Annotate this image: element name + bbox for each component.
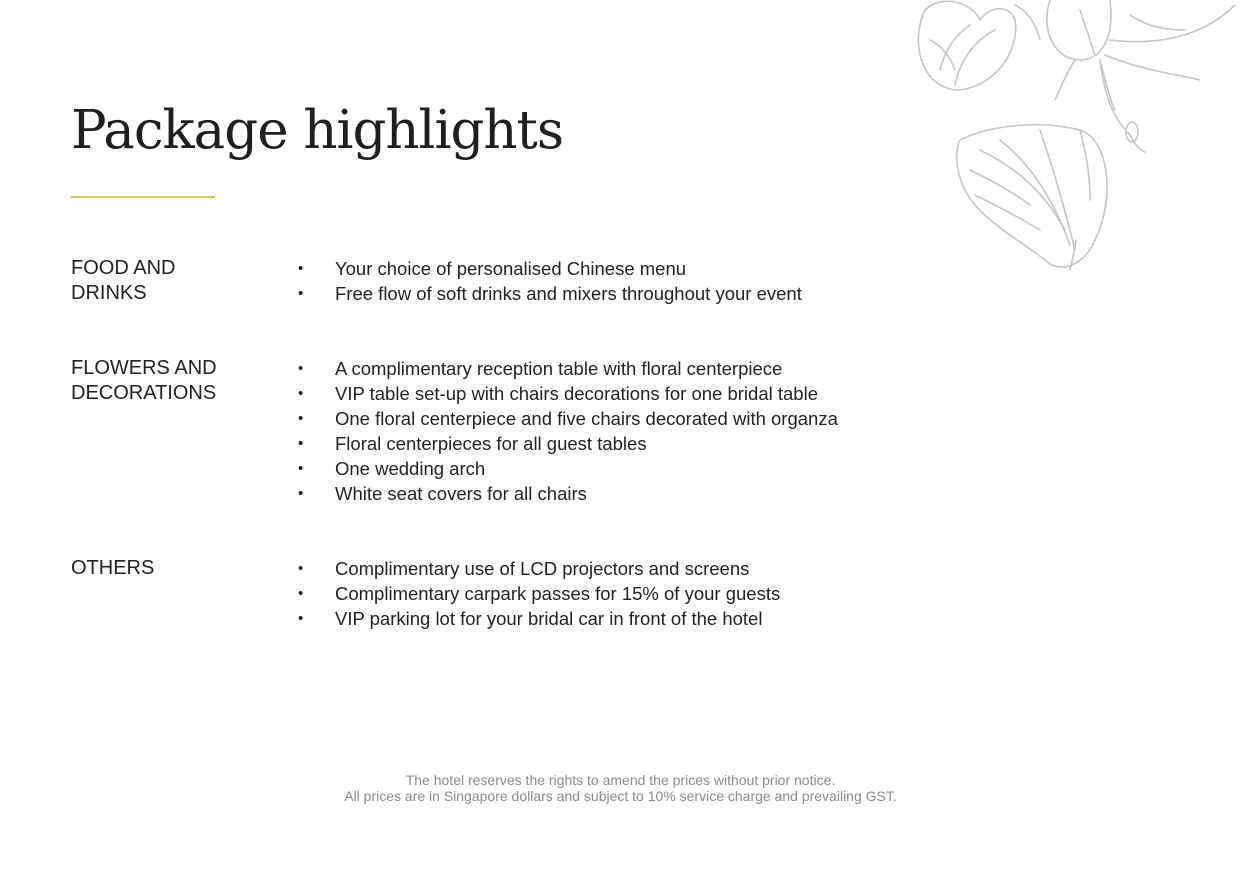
list-item: • A complimentary reception table with floral centerpiece — [298, 356, 938, 381]
list-item: • VIP table set-up with chairs decorations for one bridal table — [298, 381, 938, 406]
section-label-line: DECORATIONS — [71, 382, 217, 404]
list-item: • White seat covers for all chairs — [298, 481, 938, 506]
list-item: • One floral centerpiece and five chairs decorated with organza — [298, 406, 938, 431]
footer-disclaimer — [0, 772, 1241, 804]
highlight-list — [298, 556, 938, 631]
page-title: Package highlights — [71, 100, 564, 161]
footer-line: The hotel reserves the rights to amend the prices without prior notice. — [405, 772, 836, 788]
list-item: • Your choice of personalised Chinese menu — [298, 256, 938, 281]
footer-line: All prices are in Singapore dollars and subject to 10% service charge and prevailing GST. — [344, 788, 897, 804]
list-item: • VIP parking lot for your bridal car in front of the hotel — [298, 606, 938, 631]
list-item: • Complimentary use of LCD projectors and screens — [298, 556, 938, 581]
section-label — [71, 356, 271, 406]
floral-illustration-icon — [900, 0, 1241, 280]
list-item: • Free flow of soft drinks and mixers throughout your event — [298, 281, 938, 306]
highlight-list — [298, 356, 938, 506]
section-label — [71, 256, 271, 306]
section-label-line: FOOD AND — [71, 257, 176, 279]
list-item: • Complimentary carpark passes for 15% of your guests — [298, 581, 938, 606]
list-item: • Floral centerpieces for all guest tables — [298, 431, 938, 456]
title-underline — [71, 196, 215, 198]
section-label-line: FLOWERS AND — [71, 357, 217, 379]
section-label-line: DRINKS — [71, 282, 147, 304]
highlight-list — [298, 256, 938, 306]
section-label-line: OTHERS — [71, 557, 155, 579]
list-item: • One wedding arch — [298, 456, 938, 481]
section-label — [71, 556, 271, 581]
